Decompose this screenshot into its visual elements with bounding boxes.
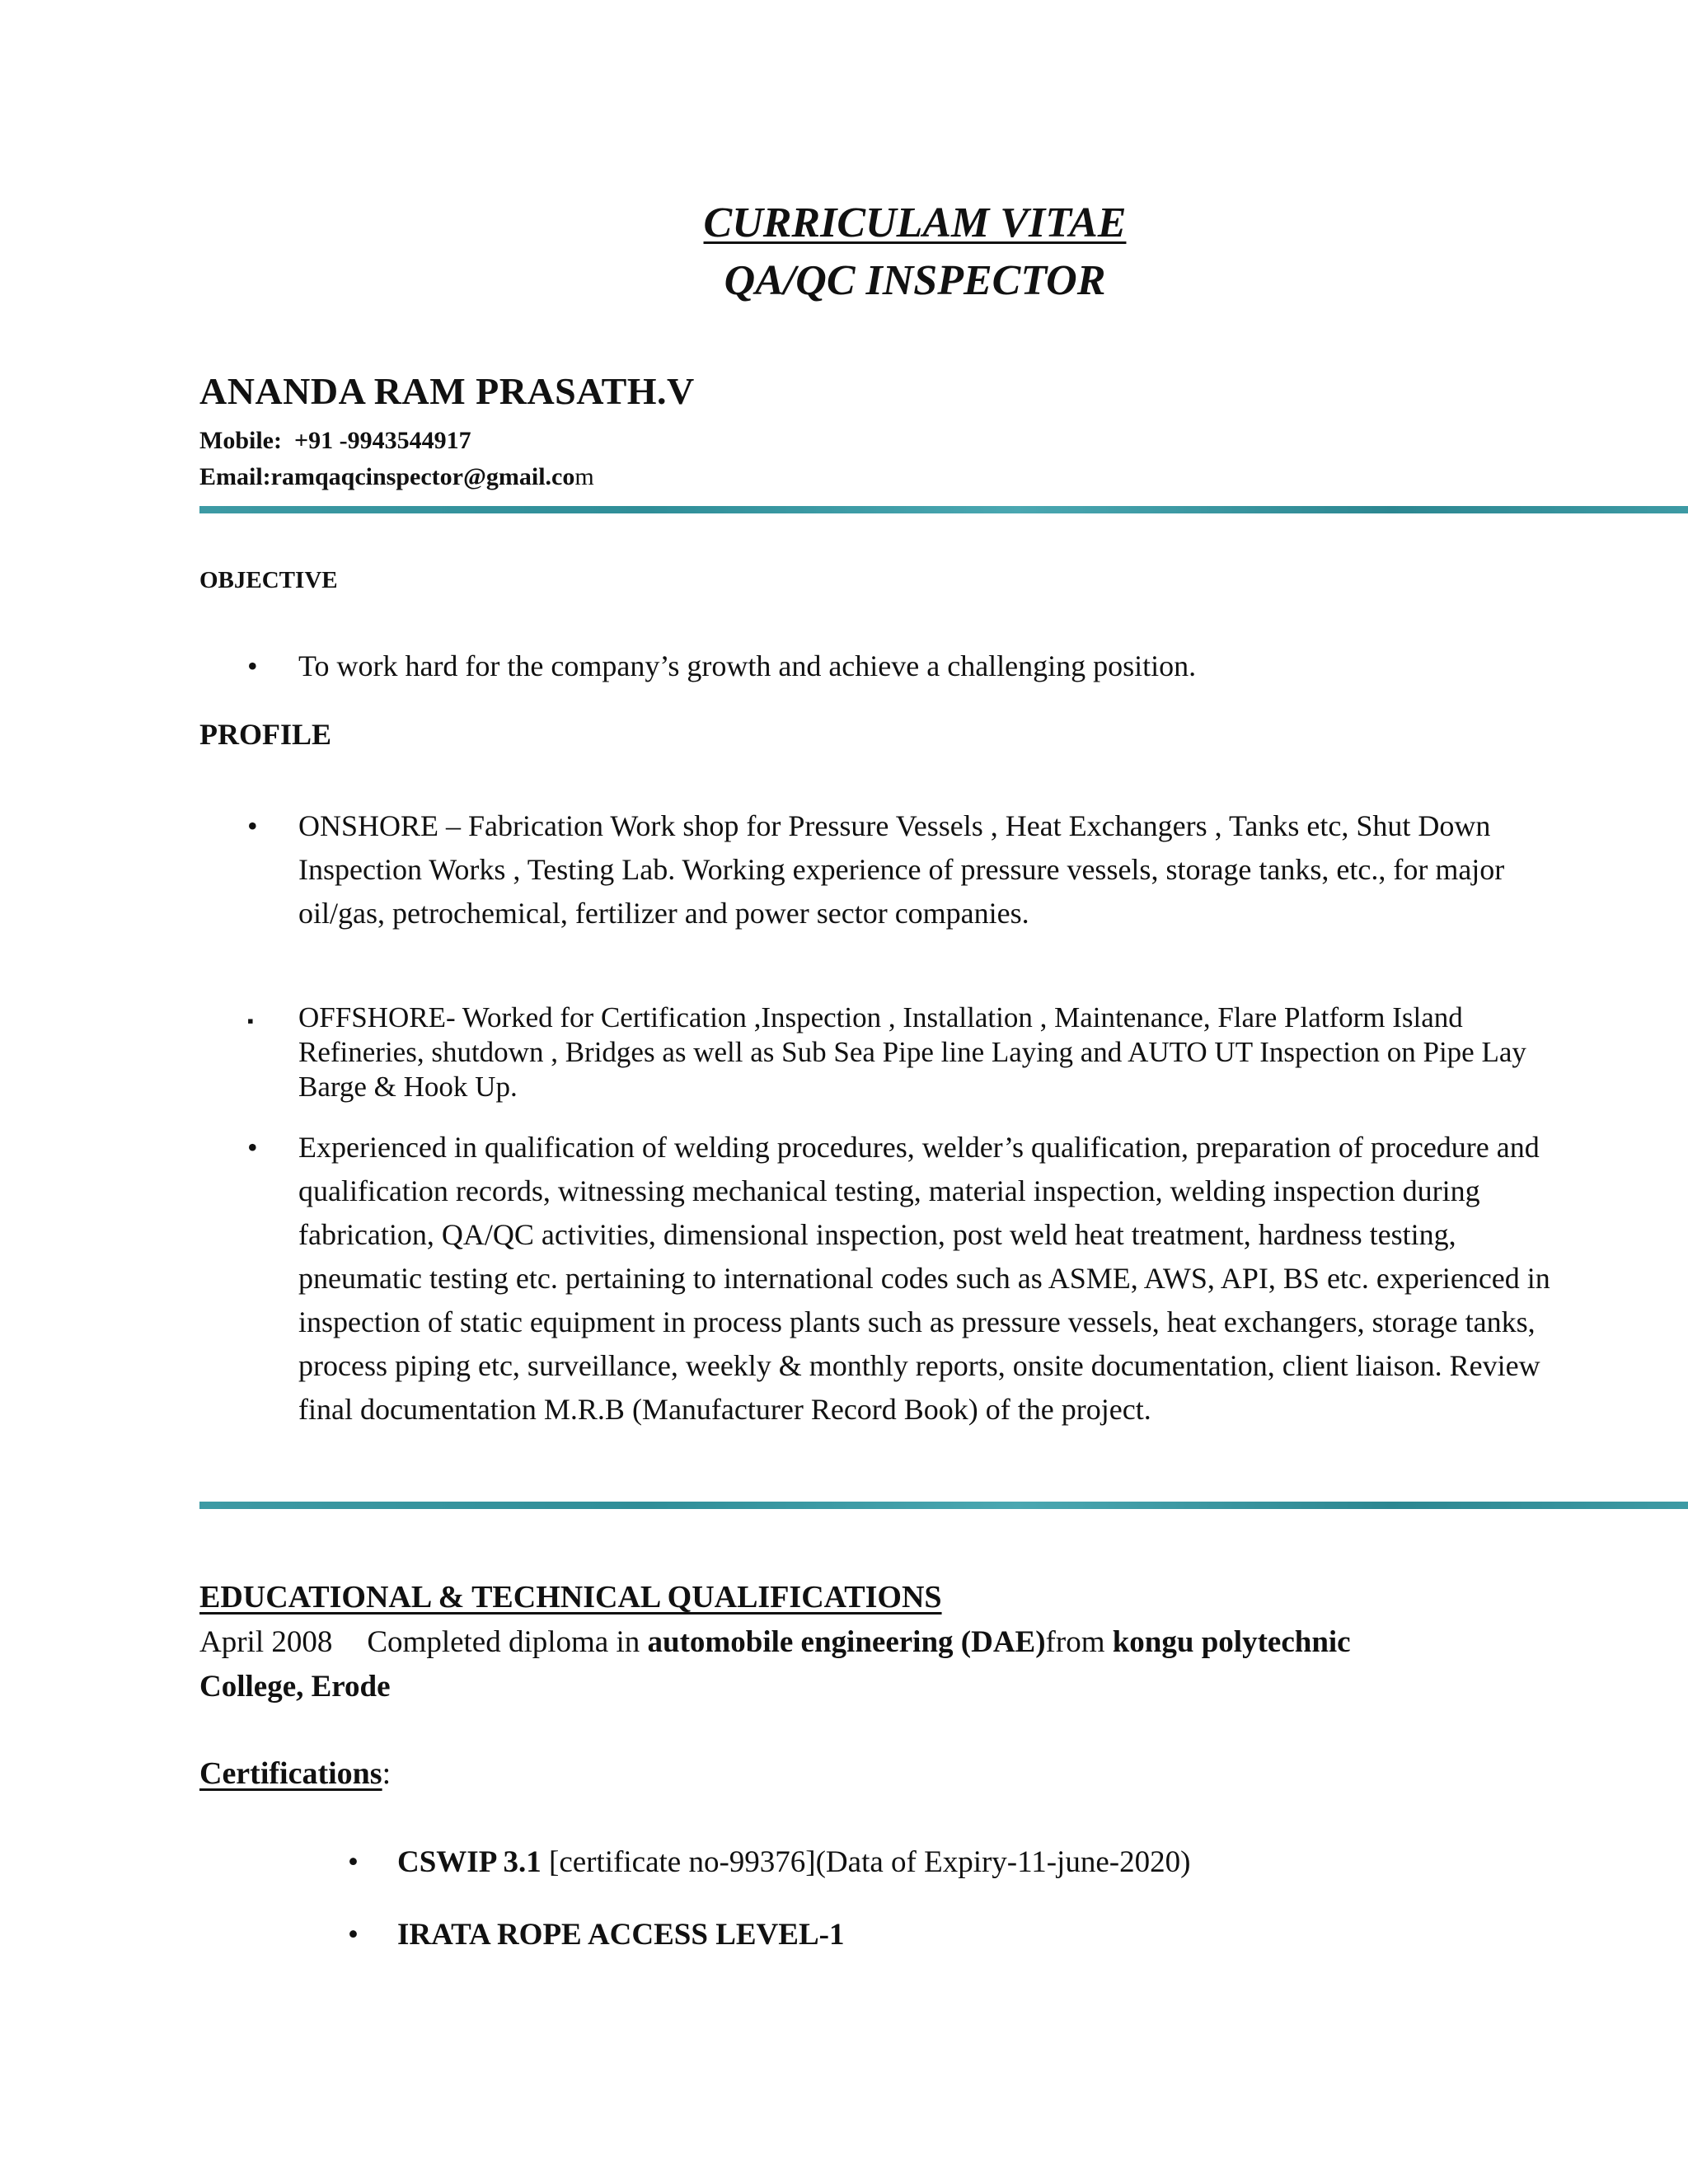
education-text-2: from: [1045, 1625, 1113, 1659]
education-heading: EDUCATIONAL & TECHNICAL QUALIFICATIONS: [199, 1580, 942, 1615]
section-divider: [199, 1502, 1688, 1509]
education-course: automobile engineering (DAE): [647, 1625, 1046, 1659]
title-role: QA/QC INSPECTOR: [724, 257, 1106, 304]
bullet-icon: •: [247, 809, 258, 842]
mobile-line: [199, 427, 471, 455]
certifications-colon: :: [382, 1756, 392, 1791]
bullet-icon: •: [348, 1918, 359, 1952]
candidate-name: ANANDA RAM PRASATH.V: [199, 370, 695, 412]
certification-name: IRATA ROPE ACCESS LEVEL-1: [397, 1918, 845, 1952]
certifications-heading: [199, 1755, 391, 1792]
bullet-icon: •: [247, 649, 258, 682]
certification-text: [397, 1914, 844, 1957]
education-institution: kongu polytechnic College, Erode: [199, 1625, 1351, 1704]
profile-text: Experienced in qualification of welding procedures, welder’s qualification, preparation of procedure and qualification records, witnessing mechanical testing, material inspection, welding inspection during fabrication, QA/QC activities, dimensional inspection, post weld heat treatment, hardness testing, pneumatic testing etc. pertaining to international codes such as ASME, AWS, API, BS etc. experienced in inspection of static equipment in process plants such as pressure vessels, heat exchangers, storage tanks, process piping etc, surveillance, weekly & monthly reports, onsite documentation, client liaison. Review final documentation M.R.B (Manufacturer Record Book) of the project.: [298, 1131, 1550, 1426]
email-address-tail: m: [574, 463, 594, 490]
education-date: April 2008: [199, 1625, 333, 1659]
email-line: [199, 463, 594, 491]
square-bullet-icon: ▪: [247, 1010, 254, 1031]
education-entry: [199, 1620, 1461, 1709]
email-address: ramqaqcinspector@gmail.co: [270, 463, 575, 490]
certification-detail: [certificate no-99376](Data of Expiry-11-june-2020): [541, 1845, 1191, 1879]
bullet-icon: •: [247, 1131, 258, 1164]
profile-heading: PROFILE: [199, 718, 332, 751]
title-curriculum-vitae: CURRICULAM VITAE: [703, 199, 1127, 246]
objective-heading: OBJECTIVE: [199, 567, 338, 593]
certification-name: CSWIP 3.1: [397, 1845, 542, 1879]
profile-text: ONSHORE – Fabrication Work shop for Pressure Vessels , Heat Exchangers , Tanks etc, Shut Down Inspection Works , Testing Lab. Working experience of pressure vessels, storage tanks, etc., for major oil/gas, petrochemical, fertilizer and power sector companies.: [298, 809, 1505, 930]
bullet-icon: •: [348, 1845, 359, 1879]
section-divider: [199, 506, 1688, 513]
certifications-heading-text: Certifications: [199, 1756, 382, 1791]
mobile-number: +91 -9943544917: [293, 427, 471, 454]
email-label: Email:: [199, 463, 271, 490]
objective-text: To work hard for the company’s growth and achieve a challenging position.: [298, 649, 1197, 682]
certification-text: [397, 1841, 1190, 1884]
education-text-1: Completed diploma in: [367, 1625, 648, 1659]
profile-text: OFFSHORE- Worked for Certification ,Inspection , Installation , Maintenance, Flare Platform Island Refineries, shutdown , Bridges as well as Sub Sea Pipe line Laying and AUTO UT Inspection on Pipe Lay Barge & Hook Up.: [298, 1001, 1526, 1103]
document-title: [0, 194, 1688, 310]
mobile-label: Mobile:: [199, 427, 282, 454]
